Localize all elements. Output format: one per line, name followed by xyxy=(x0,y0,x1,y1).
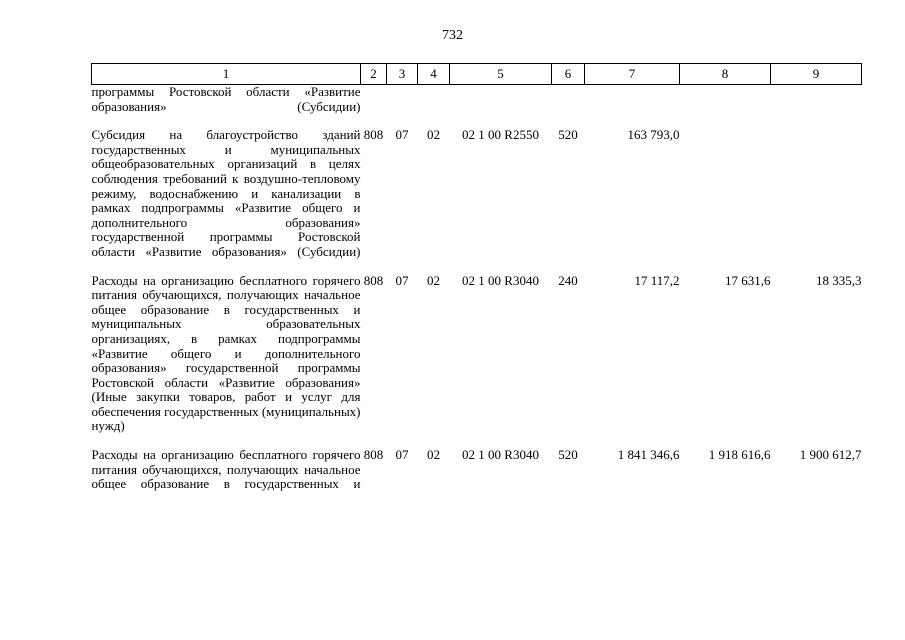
column-header: 2 xyxy=(361,64,387,85)
cell-subsection xyxy=(418,85,450,115)
cell-amount-2 xyxy=(680,114,771,259)
cell-target-article: 02 1 00 R3040 xyxy=(462,272,539,288)
cell-section xyxy=(387,85,418,115)
row-description: Расходы на организацию бесплатного горячего питания обучающихся, получающих начальное общее образование в государственных и муниципальных образовательных организациях, в рамках подпрограммы «Развитие общего и дополнительного образования» государственной программы Ростовской области «Развитие образования» (Иные закупки товаров, работ и услуг для обеспечения государственных (муниципальных) нужд) xyxy=(91,272,361,434)
row-description: Субсидия на благоустройство зданий государственных и муниципальных общеобразовательных организаций в целях соблюдения требований к воздушно-тепловому режиму, водоснабжению и канализации в рамках подпрограммы «Развитие общего и дополнительного образования» государственной программы Ростовской области «Развитие образования» (Субсидии) xyxy=(91,127,361,259)
cell-subsection: 02 xyxy=(427,447,440,463)
cell-amount-1: 1 841 346,6 xyxy=(617,447,680,463)
cell-ministry: 808 xyxy=(363,272,384,288)
cell-expense-type: 520 xyxy=(558,127,578,143)
table-row xyxy=(92,114,862,259)
cell-expense-type: 240 xyxy=(558,272,578,288)
cell-amount-1 xyxy=(585,85,680,115)
column-header: 3 xyxy=(387,64,418,85)
cell-amount-3 xyxy=(771,114,862,259)
page-number: 732 xyxy=(442,28,463,43)
column-header: 7 xyxy=(585,64,680,85)
cell-amount-3 xyxy=(771,85,862,115)
cell-subsection: 02 xyxy=(427,127,440,143)
cell-amount-2: 1 918 616,6 xyxy=(708,447,771,463)
cell-section: 07 xyxy=(395,272,409,288)
column-header: 6 xyxy=(552,64,585,85)
budget-table xyxy=(91,63,862,492)
cell-subsection: 02 xyxy=(427,272,440,288)
cell-amount-2 xyxy=(680,85,771,115)
row-description: программы Ростовской области «Развитие образования» (Субсидии) xyxy=(91,84,361,114)
cell-ministry xyxy=(361,85,387,115)
table-row xyxy=(92,85,862,115)
cell-amount-2: 17 631,6 xyxy=(725,272,771,288)
column-header: 4 xyxy=(418,64,450,85)
cell-target-article xyxy=(450,85,552,115)
cell-section: 07 xyxy=(395,447,409,463)
cell-amount-3: 18 335,3 xyxy=(816,272,862,288)
cell-ministry: 808 xyxy=(363,447,384,463)
row-description: Расходы на организацию бесплатного горячего питания обучающихся, получающих начальное общее образование в государственных и xyxy=(91,447,361,492)
table-header-row xyxy=(92,64,862,85)
column-header: 1 xyxy=(92,64,361,85)
cell-ministry: 808 xyxy=(363,127,384,143)
cell-amount-1: 163 793,0 xyxy=(627,127,680,143)
cell-target-article: 02 1 00 R3040 xyxy=(462,447,539,463)
cell-amount-1: 17 117,2 xyxy=(634,272,680,288)
table-row xyxy=(92,260,862,435)
cell-expense-type: 520 xyxy=(558,447,578,463)
column-header: 9 xyxy=(771,64,862,85)
cell-target-article: 02 1 00 R2550 xyxy=(462,127,539,143)
cell-expense-type xyxy=(552,85,585,115)
table-row xyxy=(92,434,862,492)
cell-amount-3: 1 900 612,7 xyxy=(799,447,862,463)
column-header: 8 xyxy=(680,64,771,85)
column-header: 5 xyxy=(450,64,552,85)
cell-section: 07 xyxy=(395,127,409,143)
